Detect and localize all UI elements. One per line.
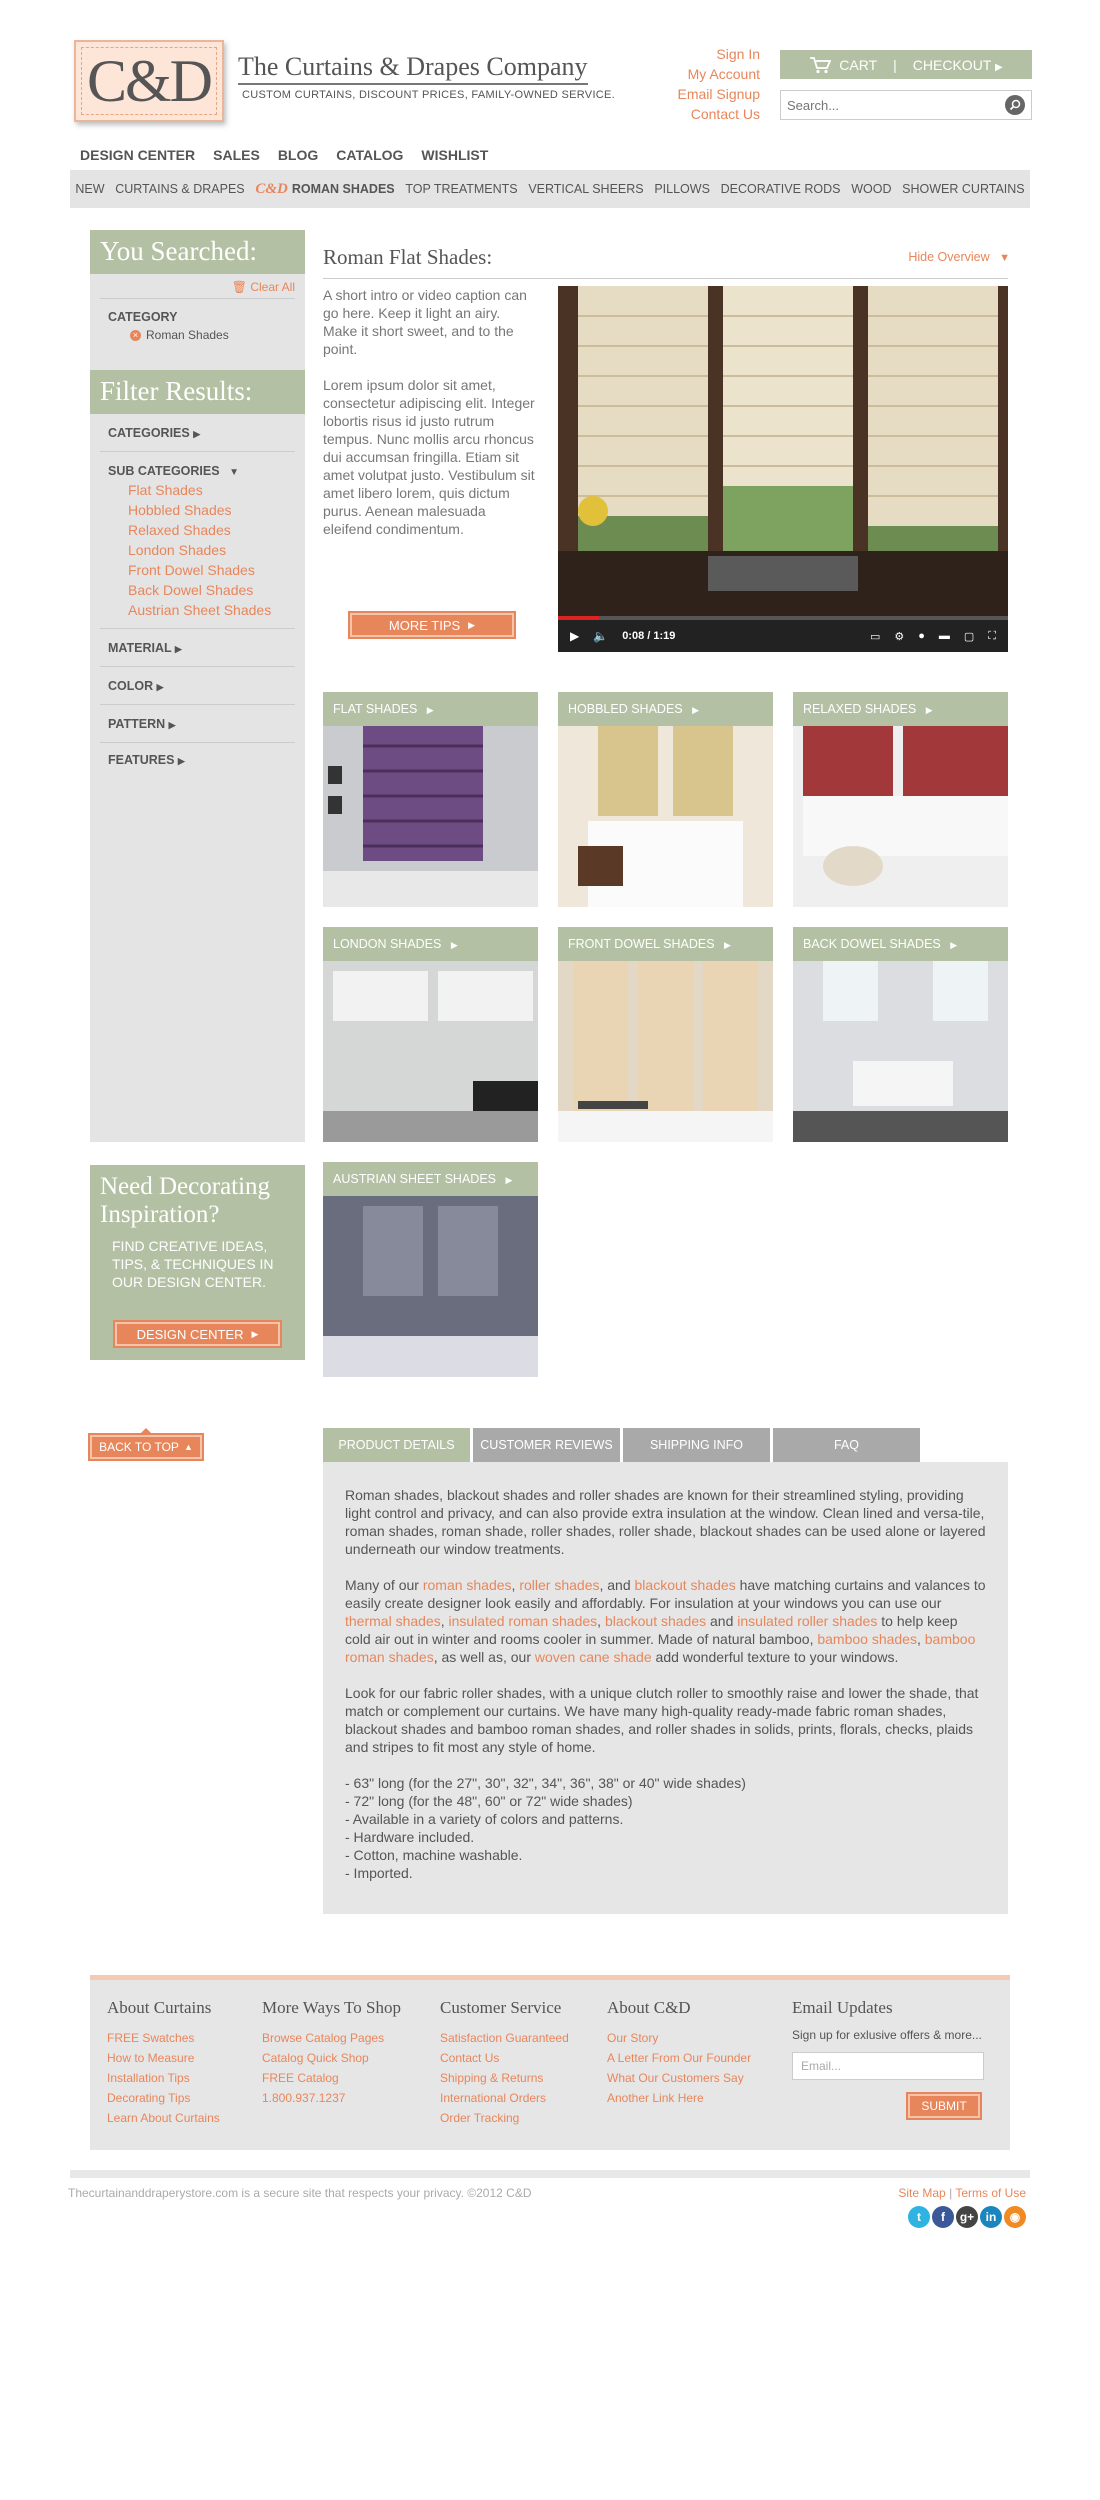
facebook-icon[interactable]: f [932,2206,954,2228]
tile-front-dowel-shades[interactable] [558,927,773,1142]
london-shades-image [323,961,538,1142]
settings-gear-icon[interactable]: ⚙ [894,630,905,643]
footer-col-about-curtains [107,1998,220,2128]
checkout-label: CHECKOUT [912,56,992,73]
filter-results-heading: Filter Results: [90,370,305,414]
sidebar [90,230,305,1142]
separator: | [945,2186,956,2200]
back-dowel-shades-image [793,961,1008,1142]
category-filter-chip[interactable] [130,328,229,342]
tile-label: HOBBLED SHADES [568,702,683,716]
tab-faq[interactable]: FAQ [773,1428,920,1462]
site-map-link[interactable]: Site Map [898,2186,946,2200]
submit-button[interactable]: SUBMIT [908,2094,980,2118]
bamboo-shades-link[interactable]: bamboo shades [817,1631,917,1647]
back-to-top-label: BACK TO TOP [99,1440,179,1454]
arrow-right-icon: ▶ [505,1175,513,1185]
subcat-austrian-sheet-shades[interactable]: Austrian Sheet Shades [128,602,272,618]
subcat-relaxed-shades[interactable]: Relaxed Shades [128,522,231,538]
insulated-roller-shades-link[interactable]: insulated roller shades [737,1613,878,1629]
subnav-decorative-rods[interactable]: DECORATIVE RODS [720,182,841,196]
nav-design-center[interactable]: DESIGN CENTER [80,147,196,163]
remove-filter-icon[interactable]: × [130,330,141,341]
subnav-shower-curtains[interactable]: SHOWER CURTAINS [902,182,1025,196]
text: , [597,1613,605,1629]
subnav-wood[interactable]: WOOD [851,182,892,196]
tile-london-shades[interactable] [323,927,538,1142]
contact-us-link[interactable]: Contact Us [690,106,760,122]
footer-email-updates [792,1998,992,2118]
subnav-vertical-sheers[interactable]: VERTICAL SHEERS [528,182,644,196]
linkedin-icon[interactable]: in [980,2206,1002,2228]
copyright: Thecurtainanddraperystore.com is a secure site that respects your privacy. ©2012 C&D [68,2186,532,2200]
nav-sales[interactable]: SALES [213,147,260,163]
category-value: Roman Shades [146,328,229,342]
arrow-right-icon: ▶ [251,1328,259,1339]
relaxed-shades-image [793,726,1008,907]
free-catalog-link[interactable]: FREE Catalog [262,2071,339,2085]
learn-about-curtains-link[interactable]: Learn About Curtains [107,2111,220,2125]
rss-icon[interactable]: ◉ [1004,2206,1026,2228]
you-searched-heading: You Searched: [90,230,305,274]
clear-all-label: Clear All [250,280,295,294]
triangle-right-icon: ▶ [174,644,182,654]
catalog-quick-shop-link[interactable]: Catalog Quick Shop [262,2051,369,2065]
hide-overview-label: Hide Overview [908,250,990,264]
front-dowel-shades-image [558,961,773,1142]
text: Many of our [345,1577,423,1593]
footer-heading: About C&D [607,1998,691,2017]
tile-label: FRONT DOWEL SHADES [568,937,715,951]
filter-material[interactable] [108,641,182,655]
international-orders-link[interactable]: International Orders [440,2091,547,2105]
arrow-right-icon: ▶ [426,705,434,715]
sub-categories-label: SUB CATEGORIES [108,464,220,478]
material-label: MATERIAL [108,641,172,655]
intro-body: Lorem ipsum dolor sit amet, consectetur adipiscing elit. Integer lobortis risus id justo rutrum tempus. Nunc mollis arcu rhoncus dui accumsan fringilla. Etiam sit amet volutpat justo. Vestibulum sit amet libero lorem, quis dictum purus. Aenean malesuada eleifend condimentum. [323,377,535,537]
spec-item: - Available in a variety of colors and patterns. [345,1811,624,1827]
categories-label: CATEGORIES [108,426,190,440]
footer-divider [70,2170,1030,2178]
tile-label: FLAT SHADES [333,702,418,716]
volume-icon[interactable]: 🔈 [593,629,609,643]
sub-nav [70,170,1030,208]
cart-icon [809,56,831,74]
email-input[interactable]: Email... [792,2052,984,2080]
features-label: FEATURES [108,753,175,767]
nav-wishlist[interactable]: WISHLIST [421,147,489,163]
austrian-sheet-shades-image [323,1196,538,1377]
details-paragraph-3: Look for our fabric roller shades, with a unique clutch roller to smoothly raise and lower the shade, that match or complement our curtains. We have many high-quality ready-made fabric roman shades, blackout shades and bamboo roman shades, and roller shades in solids, prints, florals, checks, plaids and stripes to fit most any style of home. [345,1685,979,1755]
theater-mode-icon[interactable]: ▬ [938,630,950,642]
cart-label: CART [839,56,878,73]
pattern-label: PATTERN [108,717,166,731]
divider [100,666,295,667]
tile-title [323,1162,538,1196]
filter-sub-categories[interactable] [108,464,239,478]
footer [90,1975,1010,2150]
triangle-right-icon: ▶ [168,720,176,730]
arrow-right-icon: ▶ [995,61,1003,73]
small-player-icon[interactable]: ▢ [963,630,975,643]
captions-icon[interactable]: ▭ [869,630,881,643]
arrow-right-icon: ▶ [724,940,731,950]
order-tracking-link[interactable]: Order Tracking [440,2111,520,2125]
arrow-right-icon: ▶ [450,940,458,950]
page-title: Roman Flat Shades: [323,245,493,269]
intro-text [323,286,538,538]
cart-bar [780,50,1032,79]
customers-say-link[interactable]: What Our Customers Say [607,2071,744,2085]
brand-name[interactable]: The Curtains & Drapes Company [238,52,588,85]
footer-heading: More Ways To Shop [262,1998,401,2017]
shipping-returns-link[interactable]: Shipping & Returns [440,2071,544,2085]
googleplus-icon[interactable]: g+ [956,2206,978,2228]
divider [100,742,295,743]
product-details-panel [323,1462,1008,1914]
sign-in-link[interactable]: Sign In [716,46,760,62]
spec-list [345,1774,986,1882]
video-player[interactable] [558,286,1008,652]
divider [100,451,295,452]
hobbled-shades-image [558,726,773,907]
search-icon [1009,99,1021,111]
inspiration-title: Need Decorating Inspiration? [100,1173,271,1228]
details-paragraph-1: Roman shades, blackout shades and roller shades are known for their streamlined styling, providing light control and privacy, and can also provide extra insulation at the window. Clean lined and versa-tile, roman shades, roman shade, roller shades, roller shade, blackout shades can be used alone or layered underneath our window treatments. [345,1487,986,1557]
triangle-right-icon: ▶ [177,756,185,766]
arrow-right-icon: ▶ [692,705,700,715]
tile-title [323,927,538,961]
another-link[interactable]: Another Link Here [607,2091,704,2105]
roman-shades-link[interactable]: roman shades [422,1577,512,1593]
tile-relaxed-shades[interactable] [793,692,1008,907]
tile-title [558,927,773,961]
triangle-right-icon: ▶ [193,429,201,439]
subcat-london-shades[interactable]: London Shades [128,542,227,558]
video-frame-image [558,286,1008,616]
subnav-pillows[interactable]: PILLOWS [654,182,710,196]
back-to-top[interactable] [90,1428,202,1459]
clear-all-link[interactable] [232,280,295,294]
footer-heading: About Curtains [107,1998,212,2017]
triangle-down-icon: ▼ [229,467,239,478]
spec-item: - Imported. [345,1865,413,1881]
tab-product-details[interactable]: PRODUCT DETAILS [323,1428,470,1462]
divider [100,628,295,629]
cart-separator: | [893,56,897,73]
hide-overview-toggle[interactable] [908,250,1010,264]
tile-hobbled-shades[interactable] [558,692,773,907]
subnav-curtains-drapes[interactable]: CURTAINS & DRAPES [115,182,245,196]
bamboo-roman-shades-link[interactable]: bamboo roman shades [345,1631,976,1665]
email-signup-text: Sign up for exlusive offers & more... [792,2028,982,2042]
woven-cane-shade-link[interactable]: woven cane shade [534,1649,652,1665]
subnav-roman-shades-label: ROMAN SHADES [291,181,395,196]
divider [100,704,295,705]
subnav-top-treatments[interactable]: TOP TREATMENTS [405,182,518,196]
design-center-button[interactable] [115,1322,280,1346]
tile-title [793,927,1008,961]
logo-text: C&D [86,47,212,114]
search-input[interactable] [787,98,1005,113]
play-icon[interactable]: ▶ [570,629,580,643]
my-account-link[interactable]: My Account [687,66,760,82]
decorating-tips-link[interactable]: Decorating Tips [107,2091,191,2105]
legal-links [898,2186,1026,2200]
blackout-shade-link[interactable]: blackout shades [604,1613,707,1629]
details-paragraph-2 [345,1576,986,1666]
filter-pattern[interactable] [108,717,176,731]
blackout-shades-link[interactable]: blackout shades [634,1577,736,1593]
free-swatches-link[interactable]: FREE Swatches [107,2031,195,2045]
terms-link[interactable]: Terms of Use [955,2186,1026,2200]
founder-letter-link[interactable]: A Letter From Our Founder [607,2051,752,2065]
back-to-top-notch [139,1428,153,1435]
divider [100,298,295,299]
text: , [916,1631,925,1647]
triangle-right-icon: ▶ [156,682,164,692]
how-to-measure-link[interactable]: How to Measure [107,2051,195,2065]
tile-label: BACK DOWEL SHADES [803,937,941,951]
arrow-right-icon: ▶ [925,705,933,715]
filter-features[interactable] [108,753,185,767]
triangle-down-icon: ▼ [999,252,1010,264]
arrow-right-icon: ▶ [468,619,476,630]
search-button[interactable] [1005,95,1025,115]
tile-austrian-sheet-shades[interactable] [323,1162,538,1377]
text: add wonderful texture to your windows. [651,1649,899,1665]
nav-catalog[interactable]: CATALOG [336,147,404,163]
tile-flat-shades[interactable] [323,692,538,907]
subnav-new[interactable]: NEW [75,182,105,196]
tile-label: LONDON SHADES [333,937,442,951]
text: have matching curtains and valances to easily create designer look easily and affordably. For insulation at your windows you can use our [345,1577,986,1611]
logo[interactable] [74,40,224,122]
social-links [908,2206,1026,2228]
subcat-hobbled-shades[interactable]: Hobbled Shades [128,502,232,518]
trash-icon: 🗑 [231,280,247,294]
subcat-flat-shades[interactable]: Flat Shades [128,482,203,498]
subcat-front-dowel-shades[interactable]: Front Dowel Shades [128,562,255,578]
twitter-icon[interactable]: t [908,2206,930,2228]
our-story-link[interactable]: Our Story [607,2031,659,2045]
subcat-back-dowel-shades[interactable]: Back Dowel Shades [128,582,254,598]
search-box [780,90,1032,120]
contact-us-footer-link[interactable]: Contact Us [440,2051,500,2065]
inspiration-text: FIND CREATIVE IDEAS, TIPS, & TECHNIQUES IN OUR DESIGN CENTER. [112,1238,274,1290]
filter-color[interactable] [108,679,164,693]
tile-back-dowel-shades[interactable] [793,927,1008,1142]
footer-col-about-cd [607,1998,751,2108]
browse-catalog-link[interactable]: Browse Catalog Pages [262,2031,385,2045]
design-center-label: DESIGN CENTER [136,1326,244,1342]
text: to help keep cold air out in winter and rooms cooler in summer. Made of natural bamboo, [345,1613,958,1647]
tile-label: AUSTRIAN SHEET SHADES [333,1172,497,1186]
flat-shades-image [323,726,538,907]
color-label: COLOR [108,679,154,693]
subnav-logo: C&D [255,180,288,197]
spec-item: - 72" long (for the 48", 60" or 72" wide shades) [345,1793,633,1809]
text: , [511,1577,520,1593]
subnav-roman-shades[interactable] [255,181,394,198]
tile-title [558,692,773,726]
category-label: CATEGORY [108,310,178,324]
video-time: 0:08 / 1:19 [622,630,676,642]
satisfaction-link[interactable]: Satisfaction Guaranteed [440,2031,569,2045]
video-controls [558,620,1008,652]
info-icon[interactable]: ● [918,630,925,642]
more-tips-label: MORE TIPS [388,617,461,633]
text: , and [599,1577,635,1593]
roller-shades-link[interactable]: roller shades [519,1577,600,1593]
cart-button[interactable] [809,56,877,74]
footer-heading: Email Updates [792,1998,893,2017]
checkout-button[interactable] [913,57,1003,73]
tile-title [793,692,1008,726]
spec-item: - 63" long (for the 27", 30", 32", 34", 36", 38" or 40" wide shades) [345,1775,746,1791]
title-divider [323,278,1008,279]
intro-caption: A short intro or video caption can go here. Keep it light an airy. Make it short sweet, and to the point. [323,287,527,357]
more-tips-button[interactable] [350,613,514,637]
brand-tagline: CUSTOM CURTAINS, DISCOUNT PRICES, FAMILY-OWNED SERVICE. [242,89,616,101]
text: , as well as, our [433,1649,535,1665]
inspiration-box [90,1165,305,1360]
text: and [706,1613,738,1629]
spec-item: - Hardware included. [345,1829,475,1845]
spec-item: - Cotton, machine washable. [345,1847,523,1863]
installation-tips-link[interactable]: Installation Tips [107,2071,190,2085]
phone-link[interactable]: 1.800.937.1237 [262,2091,346,2105]
email-signup-link[interactable]: Email Signup [677,86,760,102]
account-links [678,44,761,124]
footer-col-more-ways [262,1998,401,2108]
fullscreen-icon[interactable]: ⛶ [988,629,996,642]
main-nav [80,147,488,163]
footer-heading: Customer Service [440,1998,562,2017]
tile-label: RELAXED SHADES [803,702,917,716]
arrow-right-icon: ▶ [950,940,958,950]
tab-shipping-info[interactable]: SHIPPING INFO [623,1428,770,1462]
arrow-up-icon: ▲ [183,1442,193,1452]
thermal-shades-link[interactable]: thermal shades [345,1613,441,1629]
nav-blog[interactable]: BLOG [277,147,319,163]
filter-categories[interactable] [108,426,200,440]
text: , [440,1613,449,1629]
tile-title [323,692,538,726]
insulated-roman-shades-link[interactable]: insulated roman shades [448,1613,598,1629]
footer-col-customer-service [440,1998,569,2128]
tab-customer-reviews[interactable]: CUSTOMER REVIEWS [473,1428,620,1462]
